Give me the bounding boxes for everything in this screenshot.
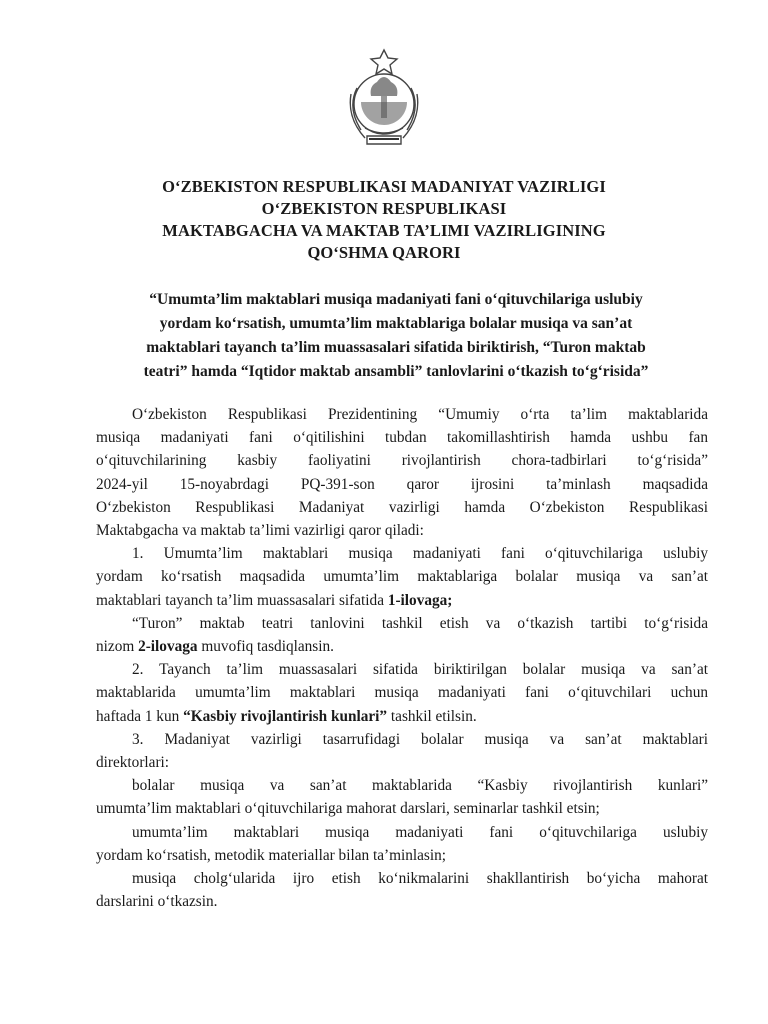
heading-line-3: MAKTABGACHA VA MAKTAB TA’LIMI VAZIRLIGINING: [162, 221, 606, 240]
preamble-line-4: 2024-yil 15-noyabrdagi PQ-391-son qaror ijrosini ta’minlash maqsadida: [96, 475, 708, 493]
clause-3a-paragraph: [96, 774, 708, 820]
clause-3c-line-2: darslarini o‘tkazsin.: [96, 893, 218, 911]
state-emblem-icon: [337, 44, 431, 156]
clause-2-line-2: maktablarida umumta’lim maktablari musiqa madaniyati fani o‘qituvchilari uchun: [96, 684, 708, 702]
clause-1b-paragraph: [96, 612, 708, 658]
annex-2-reference: 2-ilovaga: [138, 638, 198, 656]
title-line-3: maktablari tayanch ta’lim muassasalari sifatida biriktirish, “Turon maktab: [146, 339, 646, 356]
preamble-paragraph: [96, 403, 708, 542]
clause-1b-line-2-text: nizom: [96, 638, 139, 656]
clause-3a-line-1: bolalar musiqa va san’at maktablarida “Kasbiy rivojlantirish kunlari”: [132, 777, 708, 795]
professional-development-days: “Kasbiy rivojlantirish kunlari”: [183, 707, 388, 725]
clause-3-line-1: 3. Madaniyat vazirligi tasarrufidagi bolalar musiqa va san’at maktablari: [132, 730, 708, 748]
clause-2-line-1: 2. Tayanch ta’lim muassasalari sifatida biriktirilgan bolalar musiqa va san’at: [132, 661, 708, 679]
clause-2-line-3: [96, 705, 708, 728]
clause-2-paragraph: [96, 658, 708, 728]
clause-1b-line-1: “Turon” maktab teatri tanlovini tashkil etish va o‘tkazish tartibi to‘g‘risida: [132, 614, 708, 632]
clause-3c-line-1: musiqa cholg‘ularida ijro etish ko‘nikmalarini shakllantirish bo‘yicha mahorat: [132, 870, 708, 888]
clause-1b-line-2-tail: muvofiq tasdiqlansin.: [197, 638, 334, 656]
heading-line-4: QO‘SHMA QARORI: [307, 243, 461, 262]
preamble-line-2: musiqa madaniyati fani o‘qitilishini tubdan takomillashtirish hamda ushbu fan: [96, 429, 708, 447]
clause-1-line-1: 1. Umumta’lim maktablari musiqa madaniyati fani o‘qituvchilariga uslubiy: [132, 545, 708, 563]
annex-1-reference: 1-ilovaga;: [387, 591, 453, 609]
title-line-1: “Umumta’lim maktablari musiqa madaniyati fani o‘qituvchilariga uslubiy: [149, 291, 643, 308]
clause-3a-line-2: umumta’lim maktablari o‘qituvchilariga mahorat darslari, seminarlar tashkil etsin;: [96, 800, 600, 818]
clause-3-paragraph: [96, 728, 708, 774]
clause-1-paragraph: [96, 542, 708, 612]
clause-3b-paragraph: [96, 821, 708, 867]
document-body: [96, 403, 708, 913]
preamble-line-3: o‘qituvchilarining kasbiy faoliyatini rivojlantirish chora-tadbirlari to‘g‘risida”: [96, 452, 708, 470]
heading-line-2: O‘ZBEKISTON RESPUBLIKASI: [261, 199, 507, 218]
clause-1-line-3: [96, 589, 708, 612]
title-line-2: yordam ko‘rsatish, umumta’lim maktablariga bolalar musiqa va san’at: [159, 315, 633, 332]
preamble-line-5: O‘zbekiston Respublikasi Madaniyat vazirligi hamda O‘zbekiston Respublikasi: [96, 498, 708, 516]
clause-3c-paragraph: [96, 867, 708, 913]
clause-1-line-2: yordam ko‘rsatish maqsadida umumta’lim maktablariga bolalar musiqa va san’at: [96, 568, 708, 586]
document-heading: [60, 176, 708, 264]
clause-2-line-3-tail: tashkil etilsin.: [387, 707, 477, 725]
preamble-line-1: O‘zbekiston Respublikasi Prezidentining “Umumiy o‘rta ta’lim maktablarida: [132, 406, 708, 423]
clause-3b-line-1: umumta’lim maktablari musiqa madaniyati fani o‘qituvchilariga uslubiy: [132, 823, 708, 841]
clause-3-line-2: direktorlari:: [96, 754, 170, 772]
clause-1-line-3-text: maktablari tayanch ta’lim muassasalari sifatida: [96, 591, 388, 609]
heading-line-1: O‘ZBEKISTON RESPUBLIKASI MADANIYAT VAZIRLIGI: [162, 177, 606, 196]
clause-3b-line-2: yordam ko‘rsatish, metodik materiallar bilan ta’minlasin;: [96, 846, 447, 864]
resolution-title: [96, 288, 696, 384]
title-line-4: teatri” hamda “Iqtidor maktab ansambli” tanlovlarini o‘tkazish to‘g‘risida”: [143, 363, 649, 380]
clause-1b-line-2: [96, 635, 708, 658]
clause-2-line-3-text: haftada 1 kun: [96, 707, 184, 725]
preamble-line-6: Maktabgacha va maktab ta’limi vazirligi qaror qiladi:: [96, 522, 424, 540]
